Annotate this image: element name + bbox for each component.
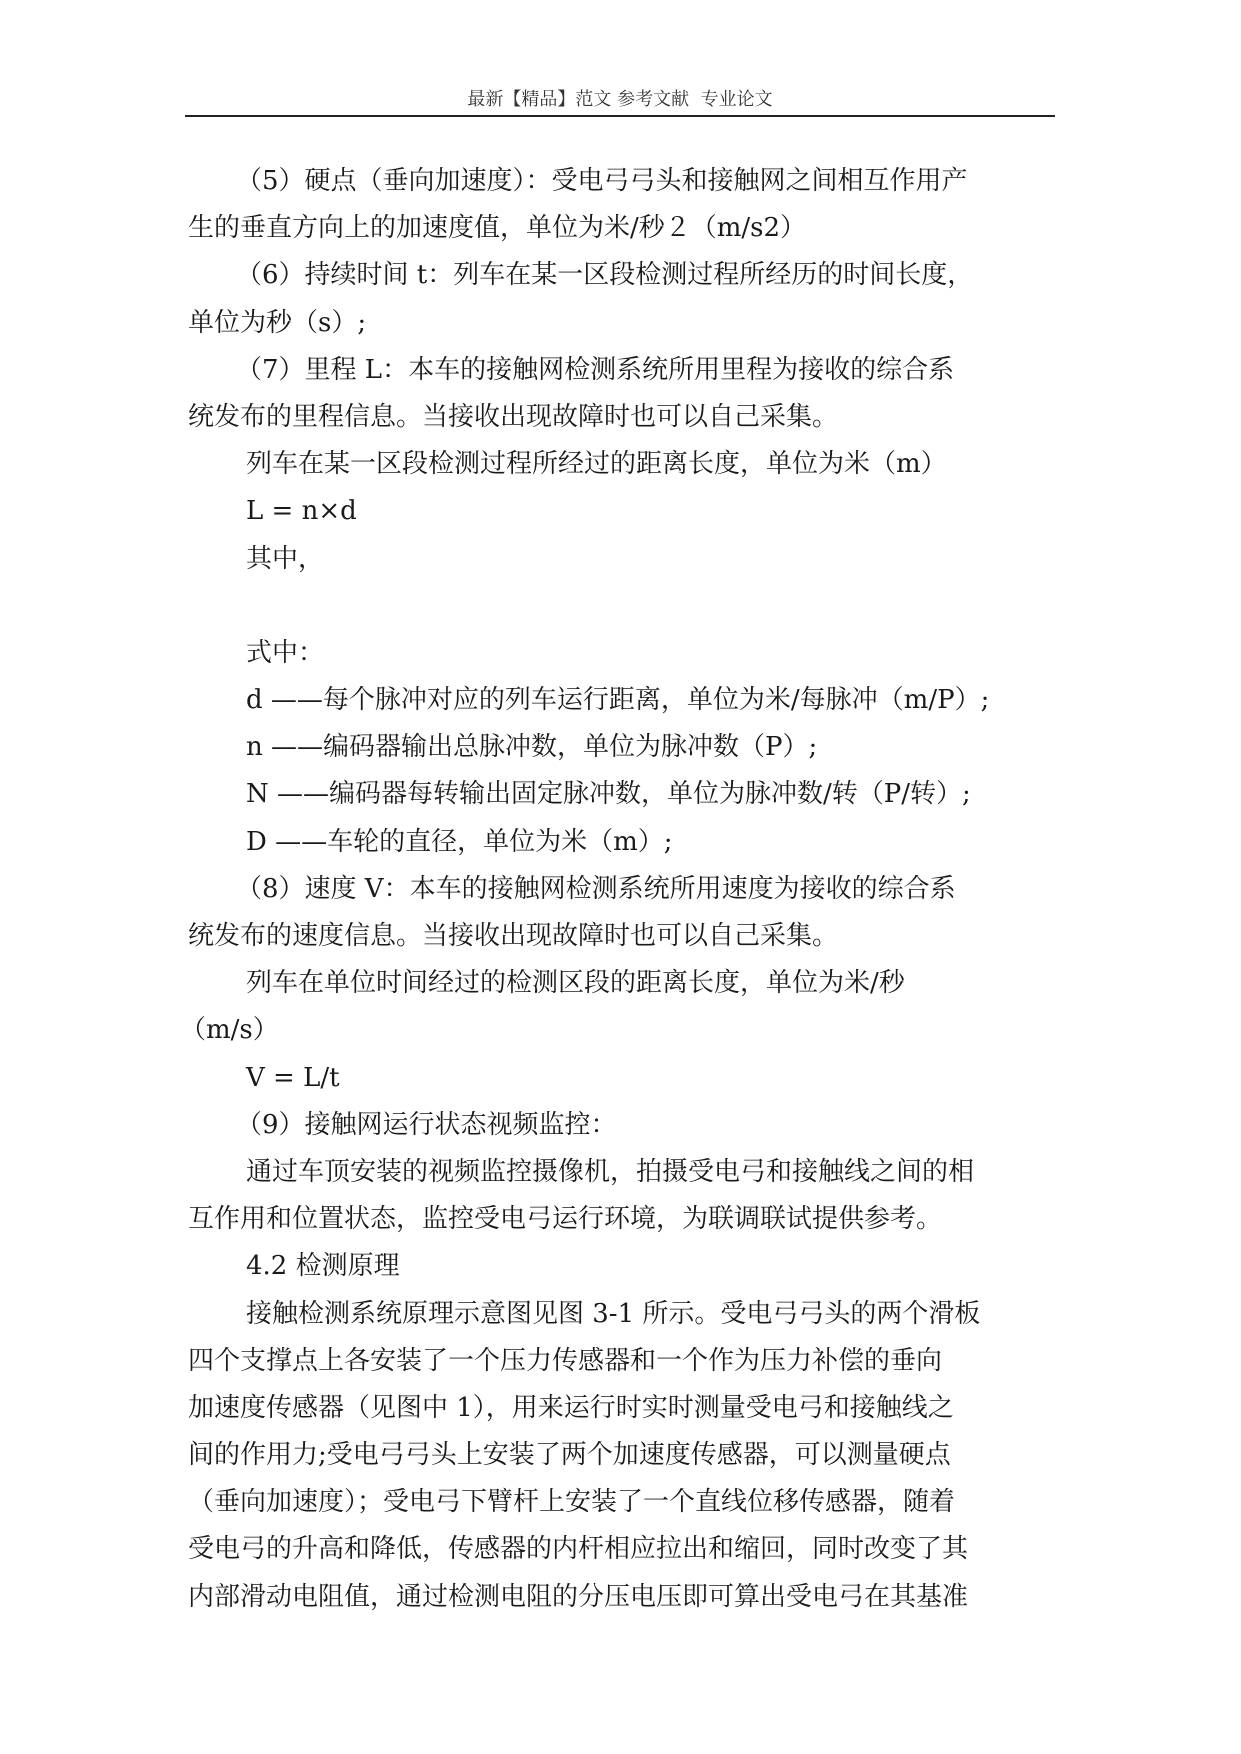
blank-line <box>188 583 1058 630</box>
paragraph-line: 列车在单位时间经过的检测区段的距离长度，单位为米/秒 <box>246 968 905 999</box>
document-body <box>180 158 1058 1621</box>
paragraph-line: 四个支撑点上各安装了一个压力传感器和一个作为压力补偿的垂向 <box>188 1345 943 1376</box>
paragraph-line: 式中： <box>246 637 325 668</box>
formula-line: V = L/t <box>246 1062 340 1093</box>
definition-line: N ——编码器每转输出固定脉冲数，单位为脉冲数/转（P/转）; <box>246 779 971 810</box>
formula-line: L = n×d <box>246 496 357 527</box>
paragraph-line: 列车在某一区段检测过程所经过的距离长度，单位为米（m） <box>246 449 947 480</box>
paragraph-line: 受电弓的升高和降低，传感器的内杆相应拉出和缩回，同时改变了其 <box>188 1534 969 1565</box>
paragraph-line: 互作用和位置状态，监控受电弓运行环境，为联调联试提供参考。 <box>188 1204 943 1235</box>
paragraph-line: （5）硬点（垂向加速度）：受电弓弓头和接触网之间相互作用产 <box>236 166 968 196</box>
paragraph-line: 内部滑动电阻值，通过检测电阻的分压电压即可算出受电弓在其基准 <box>188 1581 969 1612</box>
paragraph-line: 加速度传感器（见图中 1），用来运行时实时测量受电弓和接触线之 <box>188 1392 954 1423</box>
paragraph-line: （垂向加速度）；受电弓下臂杆上安装了一个直线位移传感器，随着 <box>188 1487 956 1518</box>
paragraph-line: （7）里程 L：本车的接触网检测系统所用里程为接收的综合系 <box>236 354 955 385</box>
definition-line: n ——编码器输出总脉冲数，单位为脉冲数（P）; <box>246 732 818 763</box>
definition-line: D ——车轮的直径，单位为米（m）; <box>246 826 673 857</box>
paragraph-line: 通过车顶安装的视频监控摄像机，拍摄受电弓和接触线之间的相 <box>246 1156 975 1187</box>
paragraph-line: 生的垂直方向上的加速度值，单位为米/秒２（m/s2） <box>188 213 807 244</box>
header-rule <box>185 115 1055 117</box>
paragraph-line: （8）速度 V：本车的接触网检测系统所用速度为接收的综合系 <box>236 873 956 904</box>
section-heading: 4.2 检测原理 <box>246 1251 400 1282</box>
paragraph-line: 统发布的里程信息。当接收出现故障时也可以自己采集。 <box>188 401 839 432</box>
paragraph-line: 其中， <box>246 543 325 574</box>
definition-line: d ——每个脉冲对应的列车运行距离，单位为米/每脉冲（m/P）; <box>246 685 990 716</box>
paragraph-line: 单位为秒（s）; <box>188 307 367 338</box>
paragraph-line: 接触检测系统原理示意图见图 3-1 所示。受电弓弓头的两个滑板 <box>246 1298 981 1329</box>
paragraph-line: （9）接触网运行状态视频监控： <box>236 1109 617 1140</box>
paragraph-line: （6）持续时间 t：列车在某一区段检测过程所经历的时间长度， <box>236 260 974 291</box>
paragraph-line: 间的作用力;受电弓弓头上安装了两个加速度传感器，可以测量硬点 <box>188 1440 951 1471</box>
paragraph-line: 统发布的速度信息。当接收出现故障时也可以自己采集。 <box>188 921 839 951</box>
page-header: 最新【精品】范文 参考文献 专业论文 <box>467 89 773 110</box>
paragraph-line: （m/s） <box>180 1015 279 1046</box>
